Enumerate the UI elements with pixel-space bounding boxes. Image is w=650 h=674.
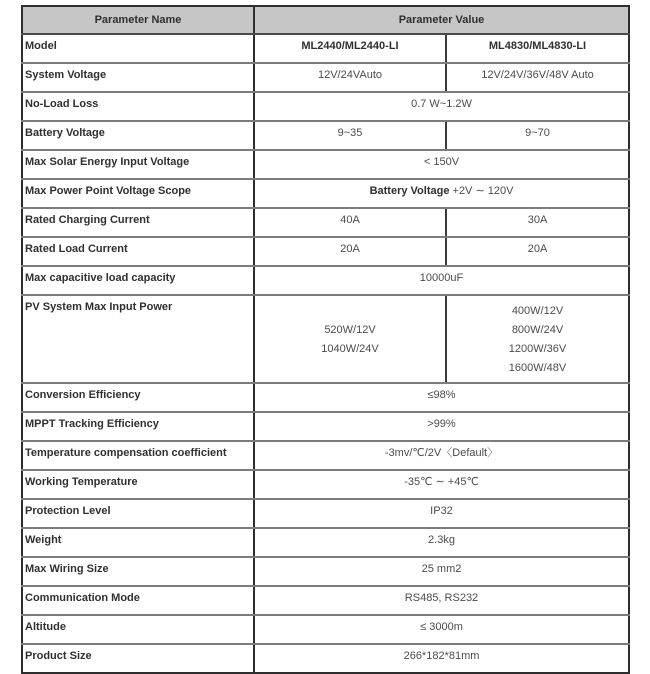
table-row — [22, 237, 629, 266]
parameter-name-cell: Altitude — [22, 615, 254, 644]
parameter-value-cell — [254, 295, 446, 383]
parameter-name-cell: PV System Max Input Power — [22, 295, 254, 383]
parameter-name-cell: Model — [22, 34, 254, 63]
parameter-name-cell: No-Load Loss — [22, 92, 254, 121]
parameter-value-cell: 9~35 — [254, 121, 446, 150]
table-row — [22, 295, 629, 383]
parameter-value-cell: ML4830/ML4830-LI — [446, 34, 629, 63]
table-row — [22, 150, 629, 179]
parameter-name-cell: Max Power Point Voltage Scope — [22, 179, 254, 208]
parameter-value-cell — [446, 295, 629, 383]
parameter-value-cell: 40A — [254, 208, 446, 237]
value-line: 400W/12V — [511, 305, 564, 317]
table-row — [22, 121, 629, 150]
parameter-name-cell: Working Temperature — [22, 470, 254, 499]
parameter-value-cell: RS485, RS232 — [254, 586, 629, 615]
parameter-value-cell: 2.3kg — [254, 528, 629, 557]
spec-table-body — [22, 34, 629, 673]
parameter-name-cell: Weight — [22, 528, 254, 557]
parameter-name-cell: Max Wiring Size — [22, 557, 254, 586]
value-line: 520W/12V — [324, 324, 376, 336]
parameter-value-cell: 12V/24VAuto — [254, 63, 446, 92]
value-bold-part: Battery Voltage — [369, 185, 450, 197]
table-row — [22, 63, 629, 92]
parameter-value-cell: 25 mm2 — [254, 557, 629, 586]
parameter-value-cell: 20A — [446, 237, 629, 266]
table-row — [22, 499, 629, 528]
table-row — [22, 441, 629, 470]
table-row — [22, 557, 629, 586]
table-row — [22, 412, 629, 441]
parameter-name-cell: Product Size — [22, 644, 254, 673]
parameter-value-header: Parameter Value — [254, 6, 629, 34]
parameter-value-cell: IP32 — [254, 499, 629, 528]
parameter-value-cell: -3mv/℃/2V〈Default〉 — [254, 441, 629, 470]
parameter-value-cell: >99% — [254, 412, 629, 441]
table-header-row — [22, 6, 629, 34]
value-line: 1040W/24V — [321, 343, 379, 355]
parameter-table — [21, 5, 630, 674]
parameter-name-cell: Max Solar Energy Input Voltage — [22, 150, 254, 179]
table-row — [22, 528, 629, 557]
parameter-value-cell: Battery Voltage +2V ∼ 120V — [254, 179, 629, 208]
parameter-name-cell: Communication Mode — [22, 586, 254, 615]
parameter-value-cell: 266*182*81mm — [403, 650, 480, 662]
value-line: 800W/24V — [511, 324, 564, 336]
table-row — [22, 470, 629, 499]
parameter-name-cell: Temperature compensation coefficient — [22, 441, 254, 470]
parameter-value-cell: ML2440/ML2440-LI — [254, 34, 446, 63]
table-row — [22, 383, 629, 412]
parameter-value-cell: < 150V — [254, 150, 629, 179]
parameter-name-cell: Protection Level — [22, 499, 254, 528]
parameter-value-cell: -35℃ ∼ +45℃ — [254, 470, 629, 499]
table-row — [22, 208, 629, 237]
table-row — [22, 586, 629, 615]
value-line: 1600W/48V — [508, 362, 567, 374]
table-row — [22, 615, 629, 644]
parameter-value-cell: 10000uF — [254, 266, 629, 295]
value-line: 1200W/36V — [508, 343, 567, 355]
parameter-name-cell: System Voltage — [22, 63, 254, 92]
parameter-name-cell: Conversion Efficiency — [22, 383, 254, 412]
parameter-value-cell: 9~70 — [446, 121, 629, 150]
parameter-name-cell: Rated Charging Current — [22, 208, 254, 237]
parameter-value-cell: 12V/24V/36V/48V Auto — [446, 63, 629, 92]
parameter-value-cell: ≤ 3000m — [254, 615, 629, 644]
parameter-value-cell: ≤98% — [254, 383, 629, 412]
table-row — [22, 34, 629, 63]
parameter-name-cell: MPPT Tracking Efficiency — [22, 412, 254, 441]
parameter-name-cell: Rated Load Current — [22, 237, 254, 266]
parameter-name-header: Parameter Name — [22, 6, 254, 34]
table-row — [22, 266, 629, 295]
table-row — [22, 92, 629, 121]
parameter-value-cell: 20A — [254, 237, 446, 266]
parameter-value-cell: 30A — [446, 208, 629, 237]
parameter-name-cell: Max capacitive load capacity — [22, 266, 254, 295]
table-row — [22, 179, 629, 208]
parameter-value-cell: 0.7 W~1.2W — [254, 92, 629, 121]
table-row — [22, 644, 629, 673]
parameter-name-cell: Battery Voltage — [22, 121, 254, 150]
